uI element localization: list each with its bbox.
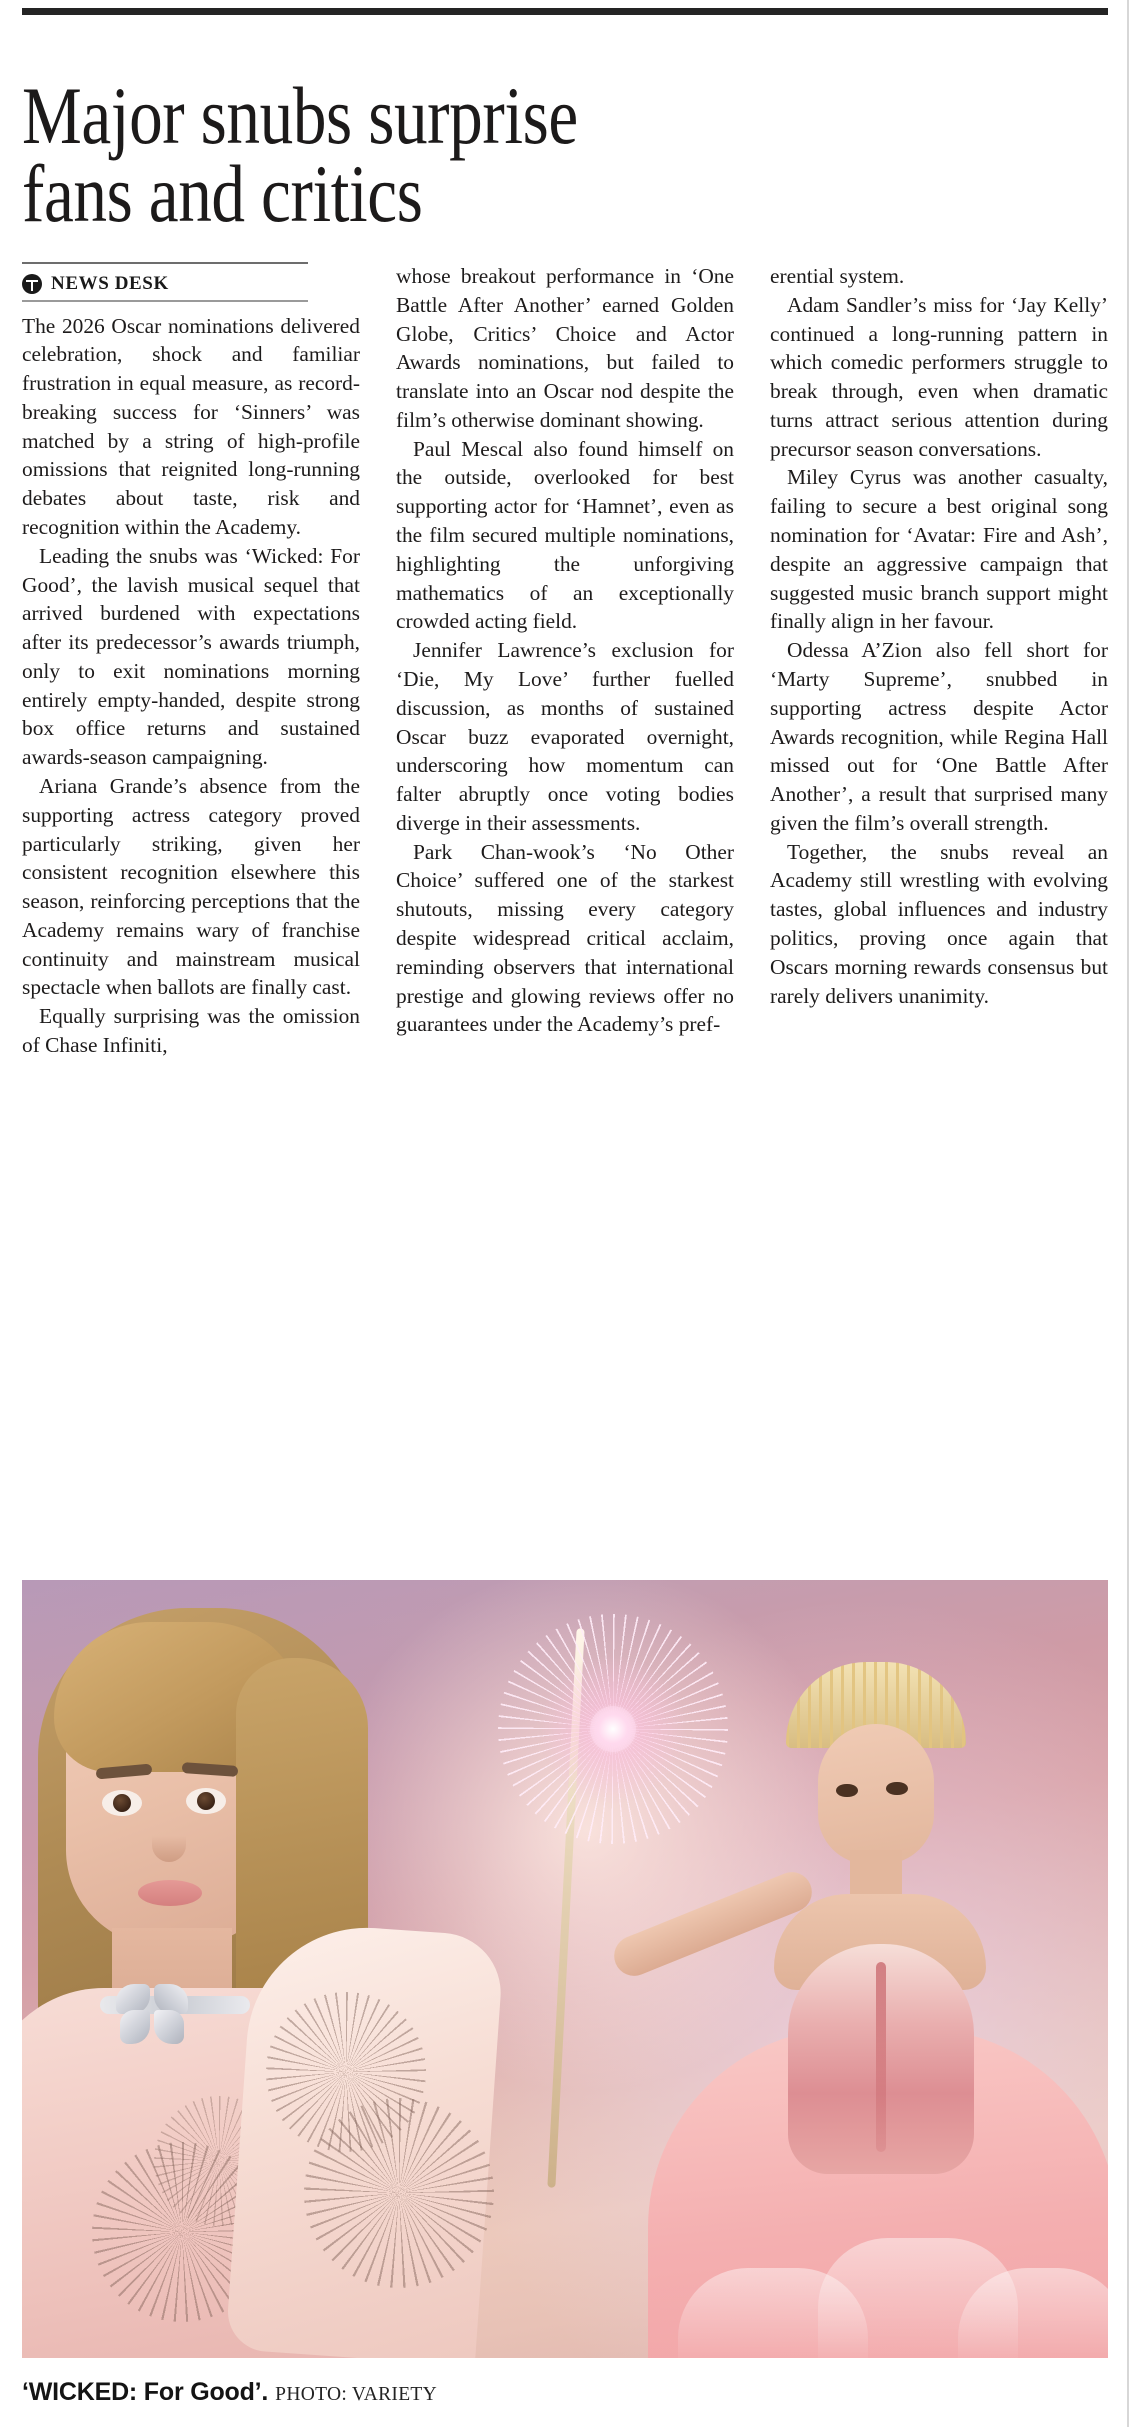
article-columns (22, 262, 1108, 1552)
paragraph: Ariana Grande’s absence from the supporting actress category proved particularly striking, given her consistent recognition elsewhere this season, reinforcing perceptions that the Academy remains wary of franchise continuity and mainstream musical spectacle when ballots are finally cast. (22, 774, 360, 1000)
eye-right (886, 1782, 908, 1795)
paragraph: Paul Mescal also found himself on the outside, overlooked for best supporting actor for ‘Hamnet’, even as the film secured multiple nominations, highlighting the unforgiving mathematics of an exceptionally crowded acting field. (396, 436, 734, 634)
headline-line-1: Major snubs surprise (22, 69, 578, 161)
column-3-body (770, 262, 1108, 1010)
caption-credit: PHOTO: VARIETY (275, 2384, 438, 2405)
paragraph: Park Chan-wook’s ‘No Other Choice’ suffered one of the starkest shutouts, missing every category despite widespread critical acclaim, reminding observers that international prestige and glowing reviews offer no guarantees under the Academy’s pref- (396, 839, 734, 1037)
column-2 (396, 262, 734, 1552)
paragraph: Adam Sandler’s miss for ‘Jay Kelly’ continued a long-running pattern in which comedic performers struggle to break through, even when dramatic turns attract serious attention during precursor season conversations. (770, 292, 1108, 461)
lips (138, 1880, 202, 1906)
column-2-body (396, 262, 734, 1039)
newspaper-roundel-icon (22, 274, 42, 294)
butterfly-brooch-icon (116, 1984, 188, 2048)
column-1 (22, 262, 360, 1552)
glinda-fulllength-figure (668, 1658, 1098, 2358)
ballgown-bodice (788, 1944, 974, 2174)
paragraph: Miley Cyrus was another casualty, failing to secure a best original song nomination for ‘Avatar: Fire and Ash’, despite an aggressive campaign that suggested music branch support might finally align in her favour. (770, 465, 1108, 634)
headline (22, 69, 842, 239)
photo-caption (22, 2378, 1108, 2407)
byline (22, 273, 360, 295)
paragraph: erential system. (770, 264, 905, 288)
eye-right (186, 1788, 226, 1814)
eye-left (102, 1790, 142, 1816)
face (818, 1724, 934, 1864)
headline-line-2: fans and critics (22, 147, 423, 239)
paragraph: Together, the snubs reveal an Academy still wrestling with evolving tastes, global influences and industry politics, proving once again that Oscars morning rewards consensus but rarely delivers unanimity. (770, 839, 1108, 1008)
paragraph: Leading the snubs was ‘Wicked: For Good’, the lavish musical sequel that arrived burdened with expectations after its predecessor’s awards triumph, only to exit nominations morning entirely empty-handed, despite strong box office returns and sustained awards-season campaigning. (22, 543, 360, 770)
crystal-starburst (304, 2098, 494, 2288)
column-3 (770, 262, 1108, 1552)
byline-bottom-rule (22, 300, 308, 302)
paragraph: Odessa A’Zion also fell short for ‘Marty Supreme’, snubbed in supporting actress despite Actor Awards recognition, while Regina Hall missed out for ‘One Battle After Another’, a result that surprised many given the film’s overall strength. (770, 638, 1108, 835)
caption-title: ‘WICKED: For Good’. (22, 2378, 269, 2406)
paragraph: Equally surprising was the omission of Chase Infiniti, (22, 1004, 360, 1058)
paragraph: Jennifer Lawrence’s exclusion for ‘Die, My Love’ further fuelled discussion, as months of sustained Oscar buzz evaporated overnight, underscoring how momentum can falter abruptly once voting bodies diverge in their assessments. (396, 638, 734, 835)
column-1-body (22, 312, 360, 1060)
photo-sky-backdrop (22, 1580, 1108, 2358)
glinda-closeup-figure (22, 1598, 484, 2358)
article-photo (22, 1580, 1108, 2358)
eye-left (836, 1784, 858, 1797)
paragraph: The 2026 Oscar nominations delivered celebration, shock and familiar frustration in equal measure, as record-breaking success for ‘Sinners’ was matched by a string of high-profile omissions that reignited long-running debates about taste, risk and recognition within the Academy. (22, 313, 360, 539)
byline-top-rule (22, 262, 308, 264)
paragraph: whose breakout performance in ‘One Battle After Another’ earned Golden Globe, Critics’ Choice and Actor Awards nominations, but failed to translate into an Oscar nod despite the film’s otherwise dominant showing. (396, 264, 734, 432)
top-rule (22, 8, 1108, 15)
byline-label: NEWS DESK (51, 273, 169, 294)
